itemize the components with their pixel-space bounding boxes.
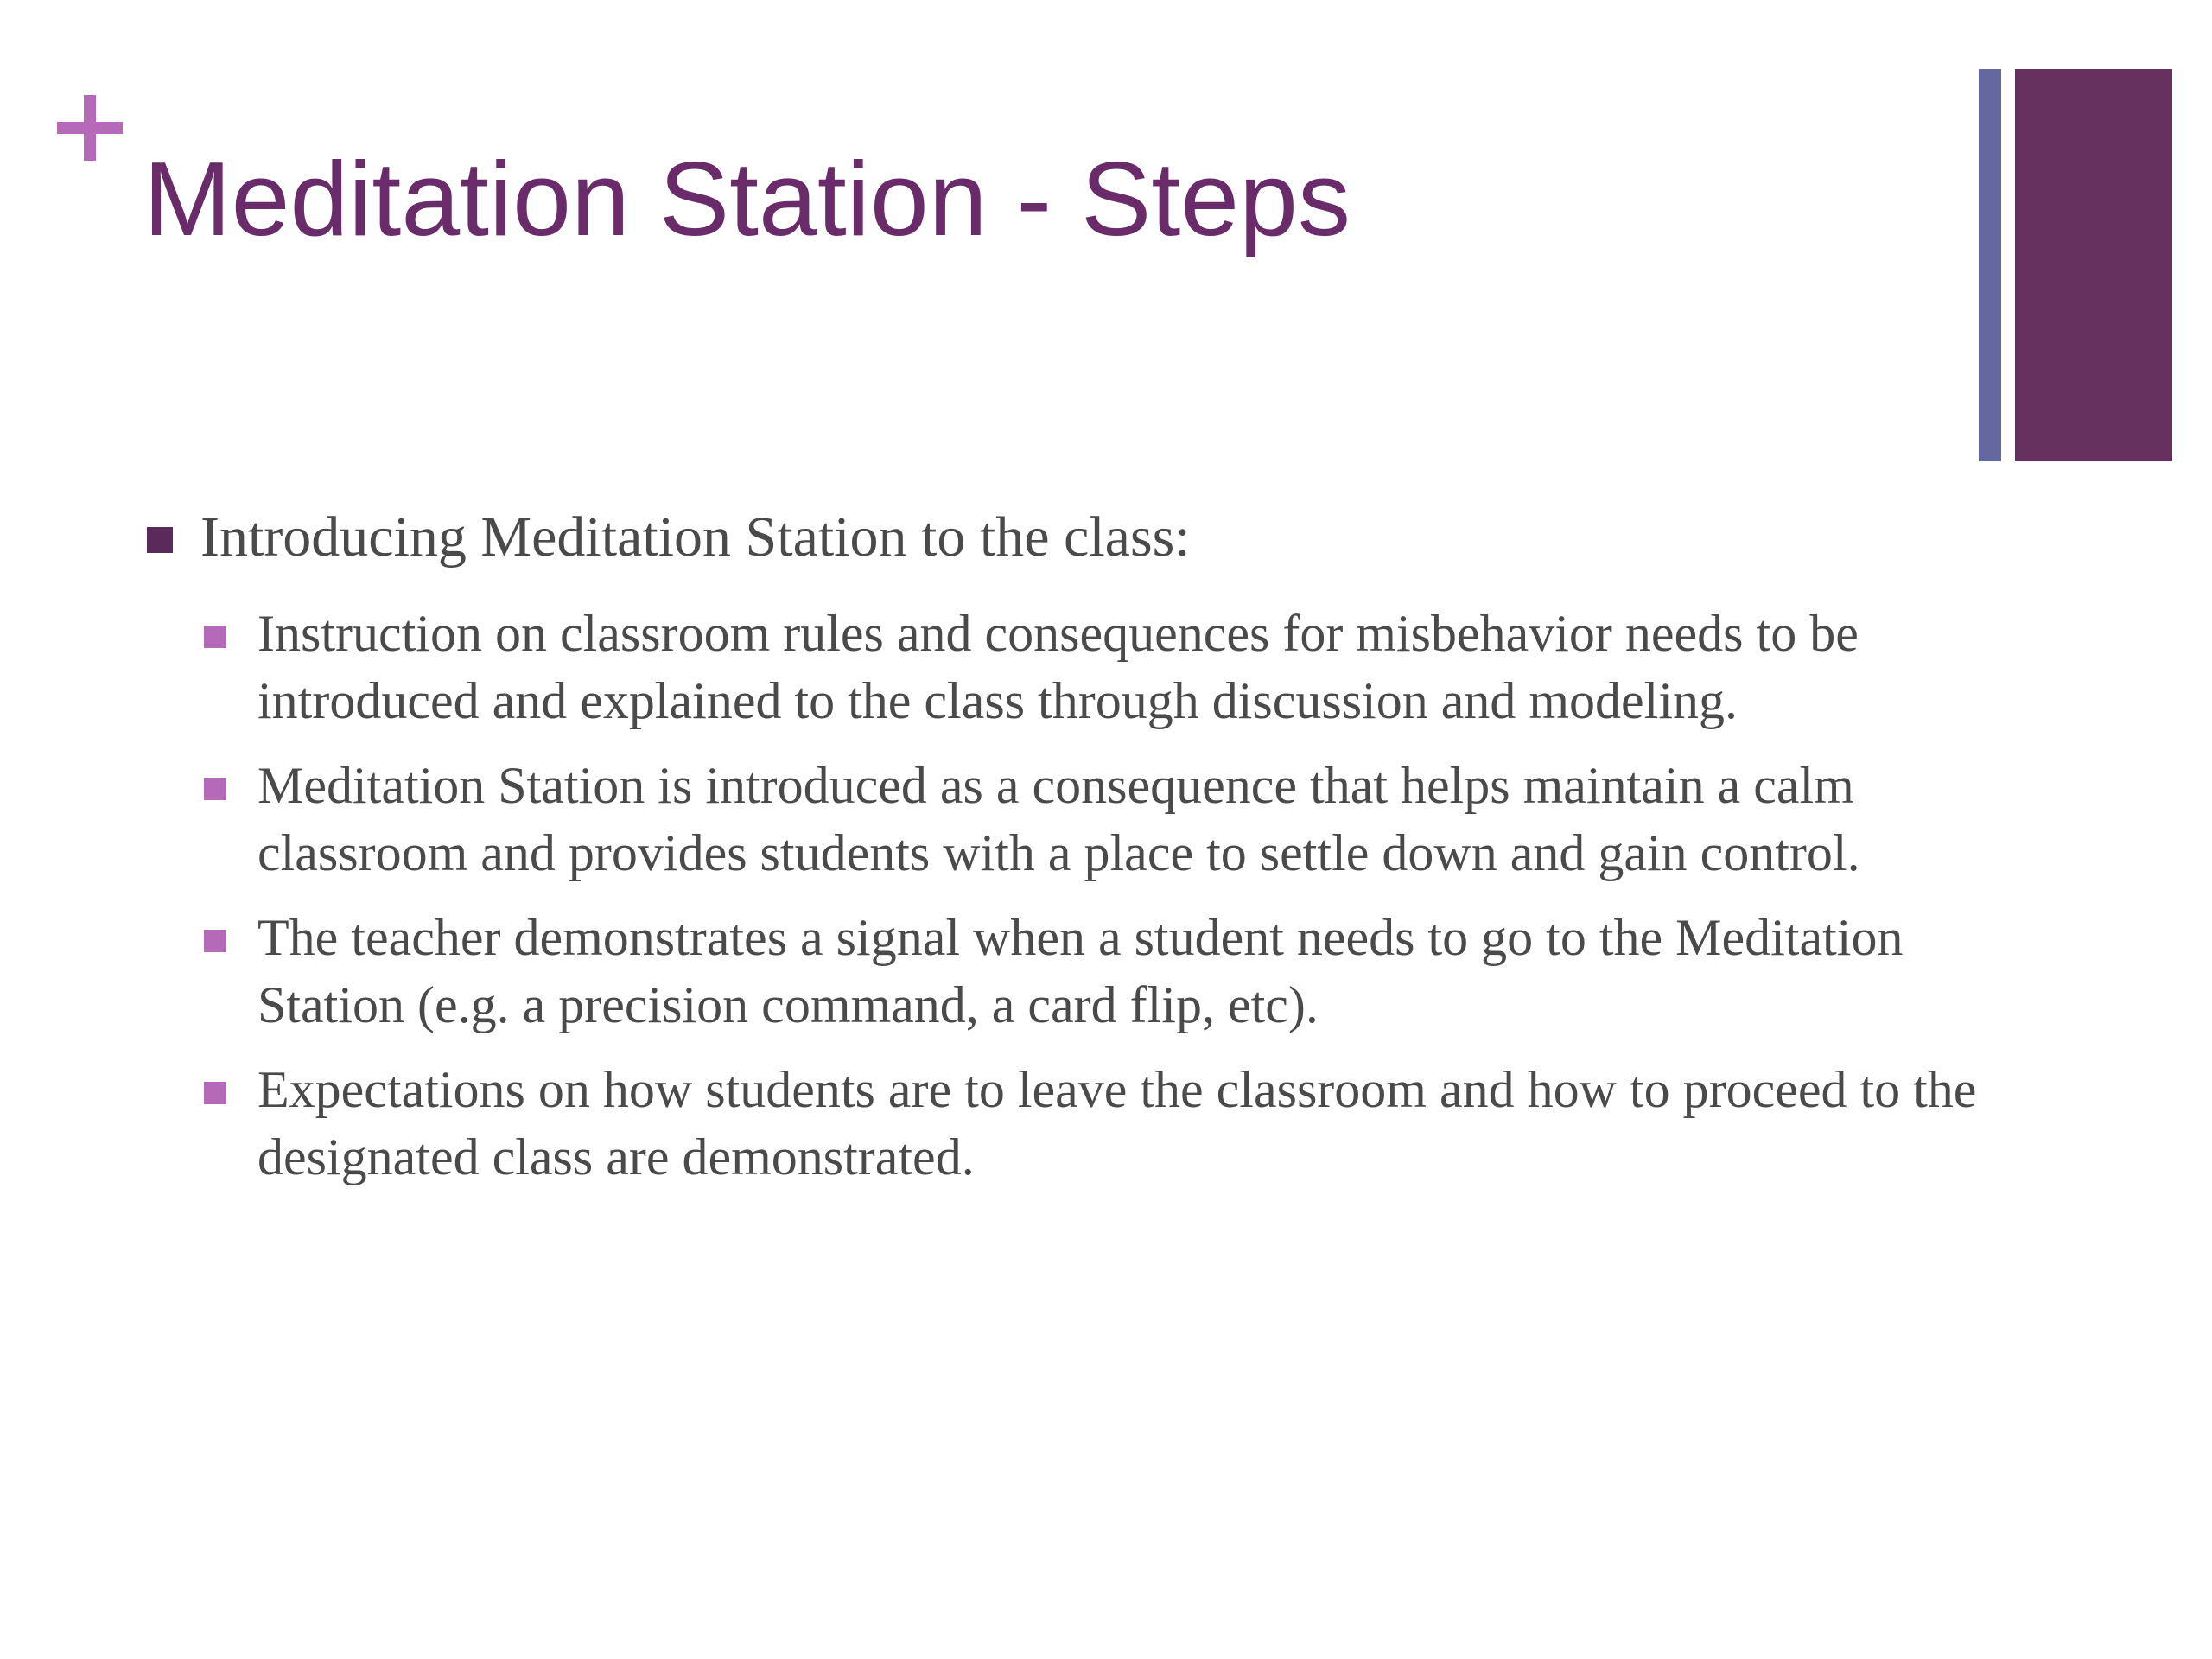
square-bullet-icon xyxy=(204,778,226,800)
main-bullet xyxy=(143,493,1993,582)
square-bullet-icon xyxy=(204,930,226,952)
sub-bullet xyxy=(143,600,1993,734)
square-bullet-icon xyxy=(204,626,226,648)
accent-bar-thin xyxy=(1979,69,2001,461)
sub-bullet xyxy=(143,904,1993,1039)
sub-bullet xyxy=(143,1056,1993,1191)
slide-content xyxy=(143,493,1993,1191)
square-bullet-icon xyxy=(204,1082,226,1104)
accent-bar-thick xyxy=(2015,69,2172,461)
square-bullet-icon xyxy=(147,527,173,553)
sub-bullet-text: The teacher demonstrates a signal when a student needs to go to the Meditation Station (e.g. a precision command, a card flip, etc). xyxy=(257,909,1904,1033)
plus-icon xyxy=(57,95,123,161)
slide-title: Meditation Station - Steps xyxy=(143,140,1351,257)
main-bullet-text: Introducing Meditation Station to the class: xyxy=(200,505,1191,569)
sub-bullet xyxy=(143,752,1993,887)
sub-bullet-list xyxy=(143,600,1993,1191)
sub-bullet-text: Meditation Station is introduced as a consequence that helps maintain a calm classroom and provides students with a place to settle down and gain control. xyxy=(257,757,1860,881)
sub-bullet-text: Expectations on how students are to leave the classroom and how to proceed to the designated class are demonstrated. xyxy=(257,1061,1977,1185)
sub-bullet-text: Instruction on classroom rules and consequences for misbehavior needs to be introduced and explained to the class through discussion and modeling. xyxy=(257,605,1859,729)
